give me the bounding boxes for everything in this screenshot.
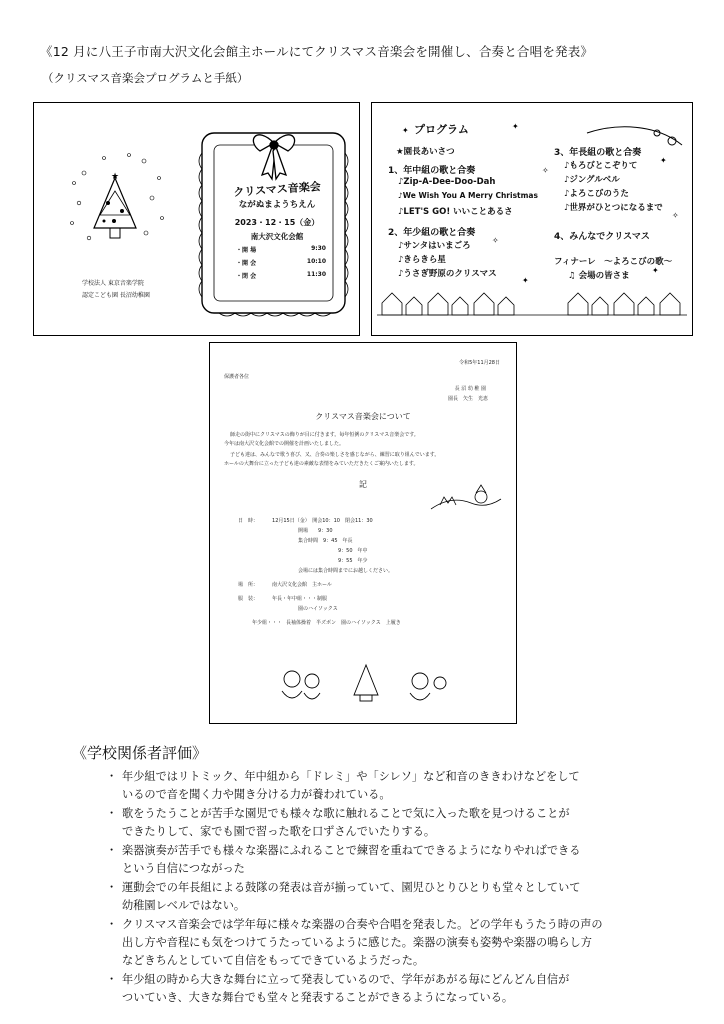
schedule-label: ・閉 会	[236, 273, 257, 280]
program-section: 3、年長組の歌と合奏	[554, 148, 642, 158]
detail-value: 園のハイソックス	[298, 606, 338, 612]
program-entry: ♪ジングルベル	[564, 175, 620, 185]
evaluation-item	[112, 879, 712, 915]
evaluation-line: ・ 運動会での年長組による鼓隊の発表は音が揃っていて、園児ひとりひとりも堂々としていて	[122, 881, 581, 894]
detail-value: 開場 9：30	[298, 528, 333, 534]
svg-text:✦: ✦	[512, 122, 519, 131]
letter-details	[238, 517, 508, 629]
svg-text:✦: ✦	[652, 266, 659, 275]
evaluation-list	[112, 768, 712, 1008]
evaluation-heading: 《学校関係者評価》	[72, 744, 208, 762]
letter-sender-school: 長 沼 幼 稚 園	[454, 386, 486, 392]
evaluation-line: 幼稚園レベルではない。	[122, 899, 246, 912]
program-right-column	[554, 145, 672, 283]
santa-illustration	[426, 483, 506, 517]
cover-venue: 南大沢文化会館	[250, 232, 304, 241]
schedule-row	[236, 245, 326, 254]
detail-row	[298, 527, 508, 537]
program-cover	[33, 102, 360, 336]
evaluation-item	[112, 805, 712, 841]
schedule-row	[236, 271, 326, 280]
ribbon-bow-icon	[253, 135, 294, 179]
detail-label: 場 所：	[238, 582, 259, 588]
svg-text:✧: ✧	[492, 236, 499, 245]
program-entry: ♪世界がひとつになるまで	[564, 203, 663, 213]
evaluation-line: 出し方や音程にも気をつけてうたっているように感じた。楽器の演奏も姿勢や楽器の鳴らし方	[122, 936, 592, 949]
program-left-column	[388, 145, 538, 281]
detail-label: 日 時：	[238, 518, 259, 524]
svg-text:✦: ✦	[402, 126, 409, 135]
evaluation-line: ・ 歌をうたうことが苦手な園児でも様々な歌に触れることで気に入った歌を見つけることが	[122, 807, 570, 820]
program-entry: ♪LET'S GO! いいことあるさ	[398, 207, 513, 217]
page-subtitle: （クリスマス音楽会プログラムと手紙）	[42, 71, 249, 85]
evaluation-item	[112, 971, 712, 1007]
letter-date: 令和5年11月28日	[459, 360, 500, 366]
detail-row	[238, 517, 508, 527]
svg-text:✦: ✦	[660, 156, 667, 165]
letter-body-line: 師走の街中にクリスマスの飾りが目に付きます。毎年恒例のクリスマス音楽会です。	[230, 432, 419, 438]
detail-value: 12月15日（金） 開会10：10 閉会11：30	[272, 518, 373, 524]
page-title: 《12 月に八王子市南大沢文化会館主ホールにてクリスマス音楽会を開催し、合奏と合唱を発表》	[40, 44, 594, 59]
detail-row	[338, 547, 508, 557]
letter-title: クリスマス音楽会について	[315, 412, 411, 421]
evaluation-line: などきちんとしていて自信をもってできているようだった。	[122, 954, 425, 967]
evaluation-item	[112, 842, 712, 878]
program-entry: ♫ 会場の皆さま	[568, 271, 630, 281]
detail-value: 長袖体操着 半ズボン 園のハイソックス 上履き	[286, 620, 401, 626]
detail-row	[298, 605, 508, 619]
evaluation-line: できたりして、家でも園で習った歌を口ずさんでいたりする。	[122, 825, 436, 838]
evaluation-line: いるので音を聞く力や聞き分ける力が養われている。	[122, 788, 391, 801]
evaluation-item	[112, 916, 712, 970]
evaluation-line: ・ クリスマス音楽会では学年毎に様々な楽器の合奏や合唱を発表した。どの学年もうたう時の声の	[122, 918, 603, 931]
schedule-row	[236, 258, 326, 267]
detail-value: 会場には集合時間までにお越しください。	[298, 568, 394, 574]
christmas-tree-icon	[94, 172, 136, 238]
sleigh-icon	[587, 127, 682, 145]
detail-value: 集合時間 9：45 年長	[298, 538, 353, 544]
program-section: 2、年少組の歌と合奏	[388, 228, 476, 238]
cover-schedule	[236, 245, 326, 280]
evaluation-line: という自信につながった	[122, 862, 245, 875]
schedule-time: 10:10	[306, 258, 326, 265]
program-entry: ♪うさぎ野原のクリスマス	[398, 269, 497, 279]
evaluation-line: ・ 年少組ではリトミック、年中組から「ドレミ」や「シレソ」など和音のききわけなどをして	[122, 770, 580, 783]
program-entry: フィナーレ ～よろこびの歌～	[554, 257, 673, 267]
schedule-time: 9:30	[311, 245, 326, 252]
detail-label: 服 装：	[238, 596, 259, 602]
letter-recipient: 保護者各位	[224, 374, 250, 380]
program-entry: ♪よろこびのうた	[564, 189, 629, 199]
cover-school-line2: 認定こども園 長沼幼稚園	[82, 292, 150, 299]
letter-body-line: 子ども達は、みんなで歌う喜び、又、合奏の楽しさを感じながら、練習に取り組んでいます。	[230, 452, 440, 458]
program-entry: ♪もろびとこぞりて	[564, 161, 638, 171]
svg-text:✧: ✧	[672, 211, 679, 220]
program-entry: ♪サンタはいまごろ	[398, 241, 471, 251]
program-entry: ♪きらきら星	[398, 255, 446, 265]
schedule-time: 11:30	[306, 271, 326, 278]
svg-text:★: ★	[110, 172, 120, 182]
schedule-label: ・開 会	[236, 260, 257, 267]
detail-value: 9：50 年中	[338, 548, 368, 554]
detail-value: 南大沢文化会館 主ホール	[272, 582, 332, 588]
detail-row	[238, 581, 508, 595]
schedule-label: ・開 場	[236, 247, 257, 254]
letter-body-line: 今年は南大沢文化会館での開催を計画いたしました。	[224, 441, 345, 447]
letter-sender-name: 園長 矢生 光恵	[447, 396, 488, 402]
evaluation-item	[112, 768, 712, 804]
houses-icon	[377, 293, 687, 315]
parent-letter	[209, 342, 517, 724]
program-entry: ♪Zip-A-Dee-Doo-Dah	[398, 177, 496, 187]
program-heading: プログラム	[414, 123, 469, 136]
program-entry: ★園長あいさつ	[396, 147, 455, 157]
evaluation-line: ついていき、大きな舞台でも堂々と発表することができるようになっている。	[122, 991, 514, 1004]
cover-school-line1: 学校法人 東京音楽学院	[82, 280, 144, 287]
detail-row	[252, 619, 508, 629]
cover-title: クリスマス音楽会	[232, 179, 322, 200]
detail-label: 年少組・・・	[252, 620, 283, 626]
program-list-panel	[371, 102, 693, 336]
svg-text:✧: ✧	[542, 166, 549, 175]
cover-school-name: ながぬまようちえん	[238, 200, 316, 210]
program-section: 1、年中組の歌と合奏	[388, 166, 476, 176]
cover-date: 2023・12・15（金）	[234, 218, 320, 227]
detail-row	[238, 595, 508, 605]
program-entry: ♪We Wish You A Merry Christmas	[398, 191, 538, 200]
svg-text:✦: ✦	[522, 276, 529, 285]
snow-dots	[71, 154, 164, 240]
detail-value: 年長・年中組・・・制服	[272, 596, 328, 602]
letter-body-line: ホールの大舞台に立った子ども達の素敵な表情をみていただきたくご案内いたします。	[224, 461, 419, 467]
detail-value: 9：55 年少	[338, 558, 368, 564]
letter-ki-heading: 記	[359, 480, 367, 489]
evaluation-line: ・ 楽器演奏が苦手でも様々な楽器にふれることで練習を重ねてできるようになりやればできる	[122, 844, 581, 857]
detail-row	[298, 537, 508, 547]
detail-row	[338, 557, 508, 567]
evaluation-line: ・ 年少組の時から大きな舞台に立って発表しているので、学年があがる毎にどんどん自信が	[122, 973, 570, 986]
detail-row	[298, 567, 508, 581]
program-section: 4、みんなでクリスマス	[554, 232, 650, 242]
children-illustration	[270, 661, 460, 711]
